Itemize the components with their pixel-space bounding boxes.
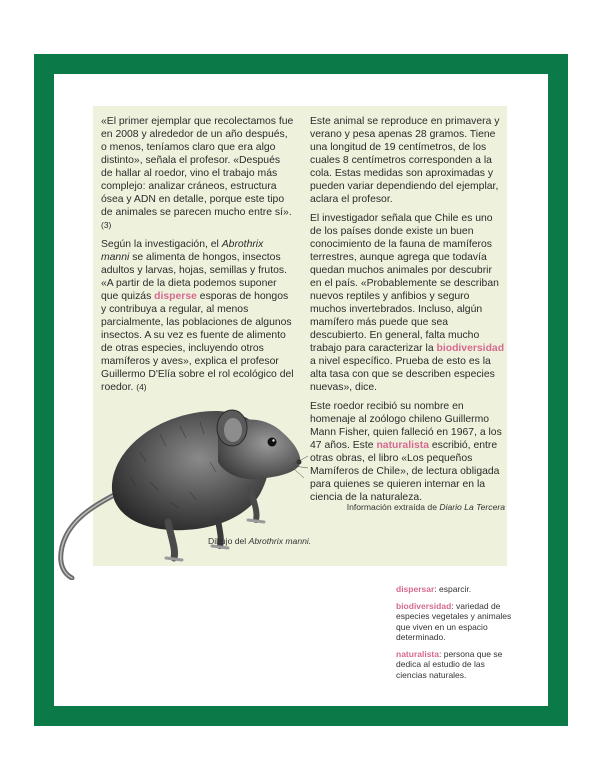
mouse-illustration: [50, 372, 310, 580]
glossary-term: biodiversidad: [396, 600, 452, 611]
source-publication: Diario La Tercera: [439, 502, 505, 512]
right-paragraph-2: [310, 212, 505, 394]
glossary-item: [396, 649, 514, 681]
reference-4: (4): [136, 382, 147, 392]
article-left-column: [101, 115, 294, 400]
source-prefix: Información extraída de: [346, 502, 440, 512]
left-paragraph-2: [101, 238, 294, 394]
keyword-biodiversidad: biodiversidad: [436, 343, 505, 354]
left-p1-text: «El primer ejemplar que recolectamos fue en 2008 y alrededor de un año después, o menos, teníamos claro que era algo distinto», señala el profesor. «Después de hallar al roedor, vino el trabajo más complejo: analizar cráneos, estructura ósea y ADN en detalle, porque este tipo de animales se parecen mucho entre sí».: [101, 116, 294, 218]
right-p2-text-b: a nivel específico. Prueba de esto es la alta tasa con que se describen especies nuevas», dice.: [310, 356, 495, 393]
caption-species: Abrothrix manni.: [248, 536, 312, 546]
caption-prefix: Dibujo del: [208, 536, 249, 546]
glossary-term: dispersar: [396, 584, 435, 594]
right-paragraph-3: [310, 400, 505, 504]
keyword-naturalista: naturalista: [376, 440, 429, 451]
right-p2-text-a: El investigador señala que Chile es uno de los países donde existe un buen conocimiento de la fauna de mamíferos terrestres, aunque agrega que todavía quedan muchos animales por descubrir en el país. «Probablemente se describan nuevos reptiles y anfibios y seguro muchos invertebrados. Incluso, algún mamífero más puede que sea descubierto. En general, falta mucho trabajo para caracterizar la: [310, 213, 499, 354]
glossary-definition: : persona que se dedica al estudio de las ciencias naturales.: [396, 648, 503, 680]
left-p2-text-a: Según la investigación, el: [101, 239, 222, 250]
right-p1-text: Este animal se reproduce en primavera y verano y pesa apenas 28 gramos. Tiene una longitud de 19 centímetros, de los cuales 8 centímetros corresponden a la cola. Estas medidas son aproximadas y pueden variar dependiendo del ejemplar, aclara el profesor.: [310, 116, 500, 205]
keyword-disperse: disperse: [154, 291, 197, 302]
glossary-item: [396, 584, 514, 595]
reference-3: (3): [101, 220, 112, 230]
right-paragraph-1: [310, 115, 505, 206]
glossary-definition: : esparcir.: [434, 584, 472, 594]
left-paragraph-1: [101, 115, 294, 232]
image-caption: [208, 536, 311, 546]
glossary-item: [396, 601, 514, 643]
article-right-column: [310, 115, 505, 510]
source-note: [310, 502, 505, 512]
glossary: [396, 584, 514, 686]
left-p2-text-b: se alimenta de hongos, insectos adultos y larvas, hojas, semillas y frutos. «A partir de la dieta podemos suponer que quizás: [101, 252, 287, 302]
left-p2-text-c: esporas de hongos y contribuya a regular, al menos parcialmente, las poblaciones de algunos insectos. A su vez es fuente de alimento de otras especies, incluyendo otros mamíferos y aves», explica el profesor Guillermo D'Elía sobre el rol ecológico del roedor.: [101, 291, 294, 393]
glossary-term: naturalista: [396, 648, 439, 659]
right-p3-text-a: Este roedor recibió su nombre en homenaje al zoólogo chileno Guillermo Mann Fisher, quien falleció en 1967, a los 47 años. Este: [310, 401, 502, 451]
right-p3-text-b: escribió, entre otras obras, el libro «Los pequeños Mamíferos de Chile», de lectura obligada para quienes se quieren internar en la ciencia de la naturaleza.: [310, 440, 500, 503]
species-name: Abrothrix manni: [101, 239, 264, 263]
glossary-definition: : variedad de especies vegetales y animales que viven en un espacio determinado.: [396, 600, 512, 642]
